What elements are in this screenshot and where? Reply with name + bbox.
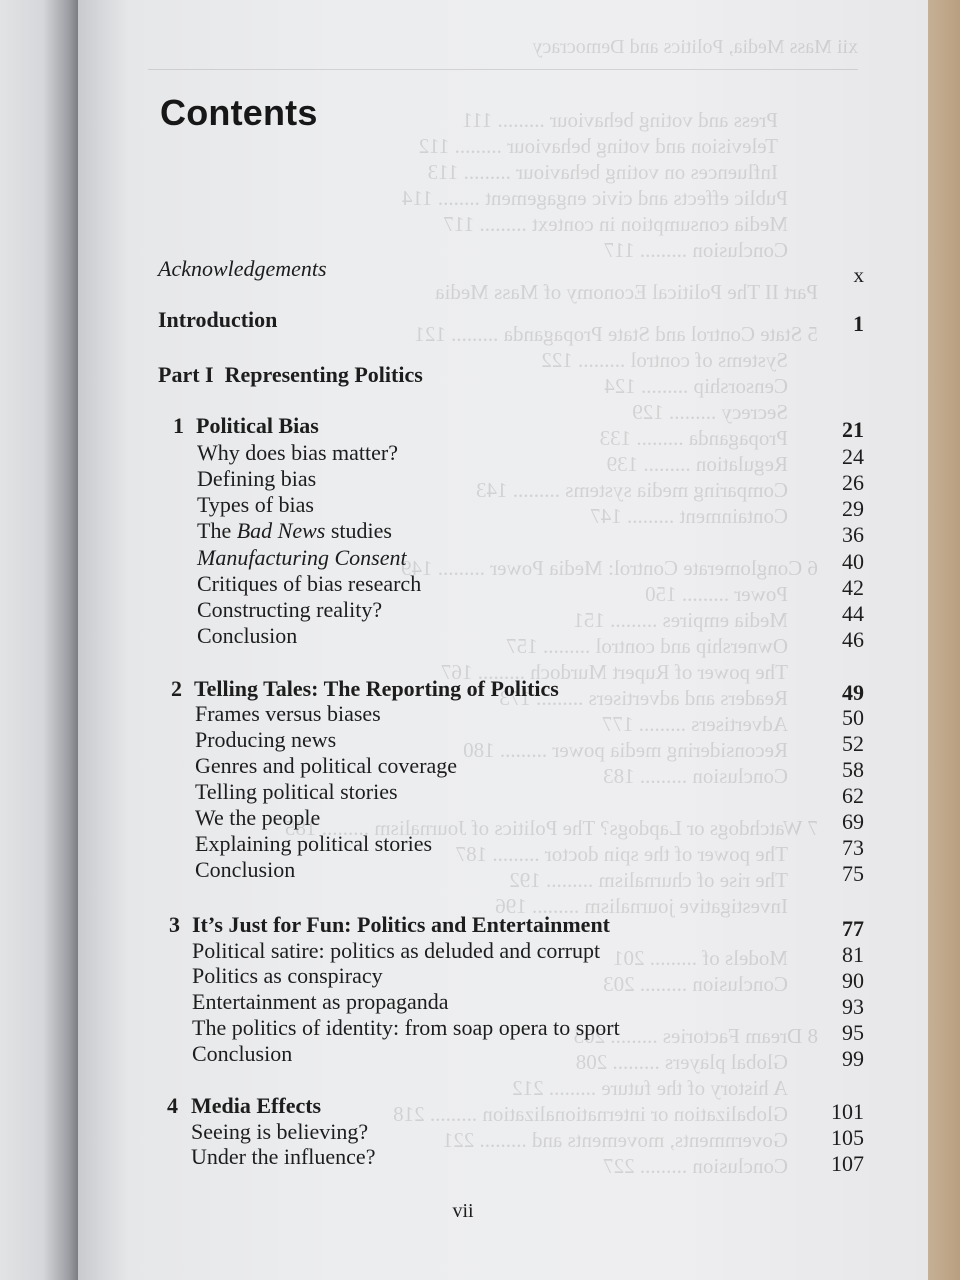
toc-page-number: 77 [842,916,864,941]
toc-page-number: 21 [842,417,864,442]
toc-section[interactable] [158,1041,864,1071]
toc-part-heading [158,362,864,388]
section-title: Why does bias matter? [197,440,398,465]
toc-page-number: 40 [842,549,864,574]
section-title: Conclusion [197,623,298,648]
toc-section[interactable] [158,1144,864,1176]
chapter-number: 1 [173,413,184,438]
toc-page-number: 52 [842,731,864,756]
toc-chapter-2[interactable] [158,676,864,705]
toc-page-number: 69 [842,809,864,834]
toc-section[interactable] [158,779,864,808]
toc-chapter-4[interactable] [158,1093,864,1124]
toc-page-number: 26 [842,470,864,495]
toc-section[interactable] [158,963,864,993]
toc-section[interactable] [158,466,864,495]
chapter-number: 4 [167,1093,178,1118]
toc-page-number: 99 [842,1046,864,1071]
toc-page-number: x [853,263,864,287]
toc-page-number: 42 [842,575,864,600]
chapter-title: Political Bias [196,413,319,438]
facing-page-edge [0,0,78,1280]
toc-section[interactable] [158,938,864,967]
section-title: Political satire: politics as deluded and corrupt [192,938,601,963]
toc-entry-label: Introduction [158,307,278,332]
toc-page-number: 44 [842,601,864,626]
contents-title: Contents [160,92,318,133]
section-title: Frames versus biases [195,701,381,726]
toc-section[interactable] [158,727,864,756]
toc-chapter-1[interactable] [158,413,864,442]
section-title: Manufacturing Consent [197,545,407,570]
toc-page-number: 49 [842,680,864,705]
toc-entry-acknowledgements[interactable] [158,256,864,287]
section-title: Telling political stories [195,779,398,804]
toc-section[interactable] [158,1015,864,1045]
toc-page-number: 73 [842,835,864,860]
toc-section[interactable] [158,518,864,547]
toc-page-number: 105 [831,1125,864,1150]
chapter-title: Telling Tales: The Reporting of Politics [194,676,559,701]
section-title: Constructing reality? [197,597,383,622]
toc-page-number: 36 [842,522,864,547]
section-title: Types of bias [197,492,314,517]
toc-page-number: 1 [853,311,864,336]
toc-page-number: 24 [842,444,864,469]
chapter-title: Media Effects [191,1093,322,1118]
section-title: The politics of identity: from soap opera to sport [192,1015,620,1040]
toc-page-number: 93 [842,994,864,1019]
toc-page-number: 101 [831,1099,864,1124]
section-title: Conclusion [192,1041,293,1066]
section-title: Producing news [195,727,337,752]
toc-section[interactable] [158,597,864,626]
toc-section[interactable] [158,440,864,469]
page-number-footer: vii [452,1200,474,1222]
section-title [197,518,392,544]
toc-page-number: 62 [842,783,864,808]
toc-page-number: 75 [842,861,864,886]
toc-section[interactable] [158,753,864,782]
section-title: Seeing is believing? [191,1119,369,1144]
toc-section[interactable] [158,831,864,860]
toc-section[interactable] [158,857,864,886]
toc-entry-introduction[interactable] [158,307,864,336]
bleed-through-texture: xii Mass Media, Politics and Democracy Press and voting behaviour ......... 111 Television and voting behaviour ......... 112 Influences on voting behaviour ......... 113 Public effects and civic engagement ........ 114 Media consumption in context ......... 117 Conclusion ......... 117 Part II The Political Economy of Mass Media 5 State Control and State Propaganda ......... 121 Systems of control ......... 122 Censorship ......... 124 Secrecy ......... 129 Propaganda ......... 133 Regulation ......... 139 Comparing media systems ......... 143 Containment ......... 147 6 Conglomerate Control: Media Power ......... 149 Power ......... 150 Media empires ......... 151 Ownership and control ......... 157 The power of Rupert Murdoch ......... 167 Readers and advertisers ......... 173 Advertisers ......... 177 Reconsidering media power ......... 180 Conclusion ......... 183 7 Watchdogs or Lapdogs? The Politics of Journalism ......... 185 The power of the spin doctor ......... 187 The rise of churnalism ......... 192 Investigative journalism ......... 196 Models of ......... 201 Conclusion ......... 203 8 Dream Factories ......... 205 Global players ......... 208 A history of the future ......... 212 Globalization or internationalization ......... 218 Governments, movements and ......... 221 Conclusion ......... 227 [78,0,928,1280]
chapter-number: 3 [169,912,180,937]
section-title: We the people [195,805,321,830]
toc-page-number: 90 [842,968,864,993]
toc-section[interactable] [158,989,864,1019]
section-title-suffix: studies [325,518,392,543]
toc-page-number: 29 [842,496,864,521]
toc-entry-label: Acknowledgements [158,256,327,281]
section-title-prefix: The [197,518,237,543]
toc-section[interactable] [158,805,864,834]
toc-page-number: 95 [842,1020,864,1045]
toc-section[interactable] [158,623,864,652]
part-title: Part I Representing Politics [158,362,423,387]
section-title: Defining bias [197,466,317,491]
toc-section[interactable] [158,492,864,521]
section-title: Conclusion [195,857,296,882]
toc-section[interactable] [158,571,864,600]
toc-section[interactable] [158,701,864,730]
section-title: Politics as conspiracy [192,963,383,988]
section-title: Under the influence? [191,1144,376,1169]
toc-section[interactable] [158,545,864,574]
toc-page-number: 46 [842,627,864,652]
section-title: Explaining political stories [195,831,433,856]
toc-page-number: 50 [842,705,864,730]
book-page [78,0,928,1280]
toc-chapter-3[interactable] [158,912,864,941]
section-title: Genres and political coverage [195,753,458,778]
toc-page-number: 107 [831,1151,864,1176]
section-title-italic: Bad News [236,518,326,543]
section-title: Critiques of bias research [197,571,422,596]
section-title: Entertainment as propaganda [192,989,449,1014]
chapter-number: 2 [171,676,182,701]
chapter-title: It’s Just for Fun: Politics and Entertainment [192,912,610,937]
toc-page-number: 81 [842,942,864,967]
toc-page-number: 58 [842,757,864,782]
toc-section[interactable] [158,1119,864,1150]
